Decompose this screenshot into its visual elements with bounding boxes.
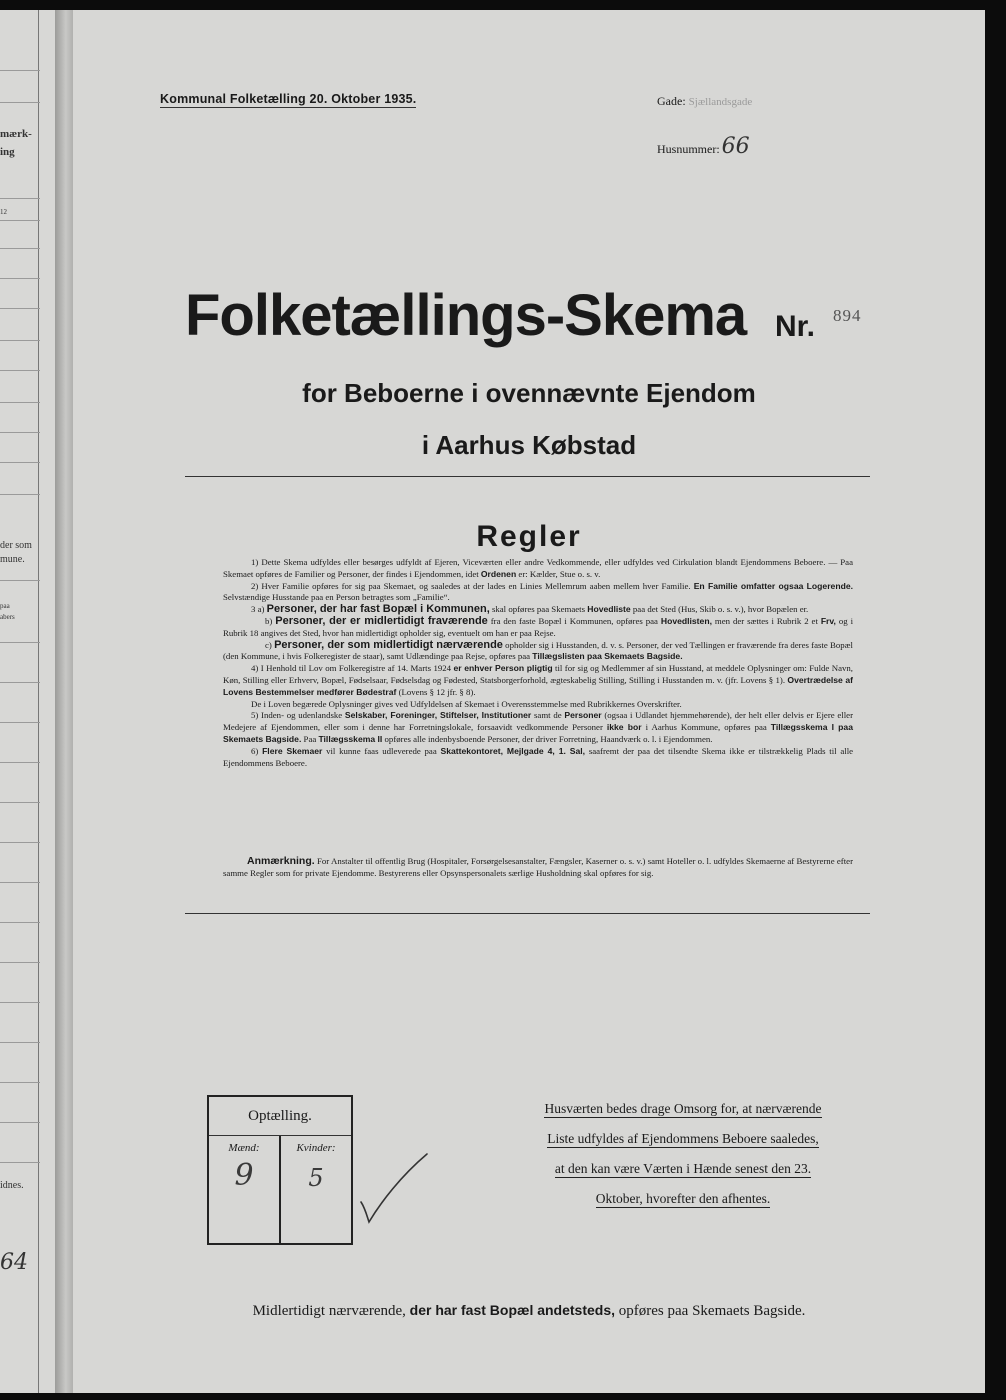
left-fragment: abers	[0, 613, 15, 621]
census-header-title: Kommunal Folketælling 20. Oktober 1935.	[160, 92, 417, 106]
form-subtitle: for Beboerne i ovennævnte Ejendom	[302, 378, 756, 408]
landlord-notice	[503, 1100, 863, 1220]
women-label: Kvinder:	[296, 1142, 336, 1154]
form-location: i Aarhus Købstad	[421, 430, 637, 460]
rule-3c: c) Personer, der som midlertidigt nærværende opholder sig i Husstanden, d. v. s. Personer, der ved Tællingen er fraværende fra deres faste Bopæl (den Kommune, i hvis Folkeregister de staar), samt Udlændinge paa Rejse, opføres paa Tillægslisten paa Skemaets Bagside.	[223, 638, 853, 662]
house-number-field	[657, 134, 750, 159]
left-rule	[0, 1002, 40, 1003]
left-rule	[0, 70, 40, 71]
left-rule	[0, 308, 40, 309]
left-rule	[0, 1082, 40, 1083]
left-rule	[0, 842, 40, 843]
women-value: 5	[308, 1164, 324, 1192]
men-count-cell	[209, 1136, 281, 1243]
form-number-value: 894	[833, 306, 862, 325]
street-label: Gade:	[657, 94, 686, 108]
left-rule	[0, 220, 40, 221]
left-rule	[0, 370, 40, 371]
notice-line: at den kan være Værten i Hænde senest den 23.	[554, 1161, 812, 1176]
left-fragment: ing	[0, 146, 15, 158]
form-number-label: Nr.	[775, 310, 816, 343]
left-page-edge	[0, 10, 55, 1393]
count-box	[207, 1095, 353, 1245]
rule-3a: 3 a) Personer, der har fast Bopæl i Kommunen, skal opføres paa Skemaets Hovedliste paa det Sted (Hus, Skib o. s. v.), hvor Bopælen er.	[251, 603, 809, 616]
rules-text	[223, 557, 853, 769]
remark-body: For Anstalter til offentlig Brug (Hospitaler, Forsørgelsesanstalter, Fængsler, Kaserner o. s. v.) samt Hoteller o. l. udfyldes Skemaerne af Bestyrerne efter samme Regler som for private Ejendomme. Bestyrerens eller Opsynspersonalets særlige Husholdning skal opføres for sig.	[223, 856, 853, 878]
left-rule	[0, 198, 40, 199]
left-rule	[0, 922, 40, 923]
house-number-value: 66	[721, 134, 750, 159]
rule-1: 1) Dette Skema udfyldes eller besørges udfyldt af Ejeren, Viceværten eller andre Vedkommende, eller udfyldes ved Cirkulation blandt Ejendommens Beboere. — Paa Skemaet opføres de Familier og Personer, der findes i Ejendommen, idet Ordenen er: Kælder, Stue o. s. v.	[223, 557, 853, 579]
rule-5: 5) Inden- og udenlandske Selskaber, Foreninger, Stiftelser, Institutioner samt de Personer (ogsaa i Udlandet hjemmehørende), der helt eller delvis er Ejere eller Medejere af Ejendommen, eller som i denne har Forretningslokale, forsaavidt vedkommende Personer ikke bor i Aarhus Kommune, opføres paa Tillægsskema I paa Skemaets Bagside. Paa Tillægsskema II opføres alle indenbysboende Personer, der driver Forretning, Haandværk o. l. i Ejendommen.	[223, 710, 853, 744]
left-rule	[0, 802, 40, 803]
left-fragment: mune.	[0, 554, 25, 565]
left-rule	[0, 494, 40, 495]
rule-6: 6) Flere Skemaer vil kunne faas udleverede paa Skattekontoret, Mejlgade 4, 1. Sal, saafremt der paa det tilsendte Skema ikke er tilstrækkelig Plads til alle Ejendommens Beboere.	[223, 745, 854, 768]
rule-3b: b) Personer, der er midlertidigt fraværende fra den faste Bopæl i Kommunen, opføres paa Hovedlisten, men der sættes i Rubrik 2 et Frv, og i Rubrik 18 angives det Sted, hvor han midlertidigt opholder sig, eventuelt om han er paa Rejse.	[223, 614, 854, 638]
left-rule	[0, 248, 40, 249]
left-rule	[0, 432, 40, 433]
left-rule	[0, 642, 40, 643]
left-handwritten-number: 64	[0, 1250, 28, 1275]
men-value: 9	[234, 1158, 254, 1193]
left-rule	[0, 462, 40, 463]
rule-4-note: De i Loven begærede Oplysninger gives ved Udfyldelsen af Skemaet i Overensstemmelse med Rubrikkernes Overskrifter.	[251, 698, 682, 709]
house-number-label: Husnummer:	[657, 142, 720, 156]
book-gutter	[55, 10, 73, 1393]
left-rule	[0, 580, 40, 581]
notice-line: Husværten bedes drage Omsorg for, at nærværende	[544, 1101, 822, 1116]
left-fragment: mærk-	[0, 128, 32, 140]
remark-text	[223, 856, 853, 880]
rules-divider	[185, 913, 870, 914]
left-rule	[0, 102, 40, 103]
count-title: Optælling.	[209, 1097, 351, 1136]
left-page-column-line	[38, 10, 39, 1393]
left-fragment: paa	[0, 602, 10, 610]
street-field	[657, 94, 752, 109]
left-fragment: idnes.	[0, 1180, 24, 1191]
left-rule	[0, 722, 40, 723]
left-rule	[0, 882, 40, 883]
rule-2: 2) Hver Familie opføres for sig paa Skemaet, og saaledes at der lades en Linies Mellemrum aaben mellem hver Familie. En Familie omfatter ogsaa Logerende. Selvstændige Husstande paa en Person betragtes som „Familie“.	[223, 580, 853, 603]
men-label: Mænd:	[228, 1142, 260, 1154]
notice-line: Oktober, hvorefter den afhentes.	[595, 1191, 771, 1206]
left-rule	[0, 762, 40, 763]
left-rule	[0, 278, 40, 279]
street-value: Sjællandsgade	[688, 96, 753, 108]
checkmark-icon	[355, 1150, 435, 1230]
remark-label: Anmærkning.	[247, 855, 315, 867]
left-rule	[0, 340, 40, 341]
left-rule	[0, 1042, 40, 1043]
census-form-page	[73, 10, 985, 1393]
notice-line: Liste udfyldes af Ejendommens Beboere saaledes,	[547, 1131, 819, 1146]
left-rule	[0, 1122, 40, 1123]
rule-4: 4) I Henhold til Lov om Folkeregistre af 14. Marts 1924 er enhver Person pligtig til for sig og Medlemmer af sin Husstand, at meddele Oplysninger om: Fulde Navn, Køn, Stilling eller Erhverv, Bopæl, Fødselsaar, Fødselsdag og Fødested, Statsborgerforhold, ægteskabelig Stilling, Stilling i Husstanden m. v. (jfr. Lovens § 1). Overtrædelse af Lovens Bestemmelser medfører Bødestraf (Lovens § 12 jfr. § 8).	[223, 663, 854, 697]
scan-border	[985, 0, 1006, 1400]
left-rule	[0, 1162, 40, 1163]
rules-heading: Regler	[476, 520, 582, 553]
left-fragment: 12	[0, 208, 7, 216]
left-rule	[0, 962, 40, 963]
left-fragment: der som	[0, 540, 32, 551]
form-title: Folketællings-Skema	[185, 283, 747, 348]
left-rule	[0, 682, 40, 683]
footer-note: Midlertidigt nærværende, der har fast Bopæl andetsteds, opføres paa Skemaets Bagside.	[252, 1302, 806, 1319]
title-divider	[185, 476, 870, 477]
left-rule	[0, 402, 40, 403]
women-count-cell	[281, 1136, 351, 1243]
